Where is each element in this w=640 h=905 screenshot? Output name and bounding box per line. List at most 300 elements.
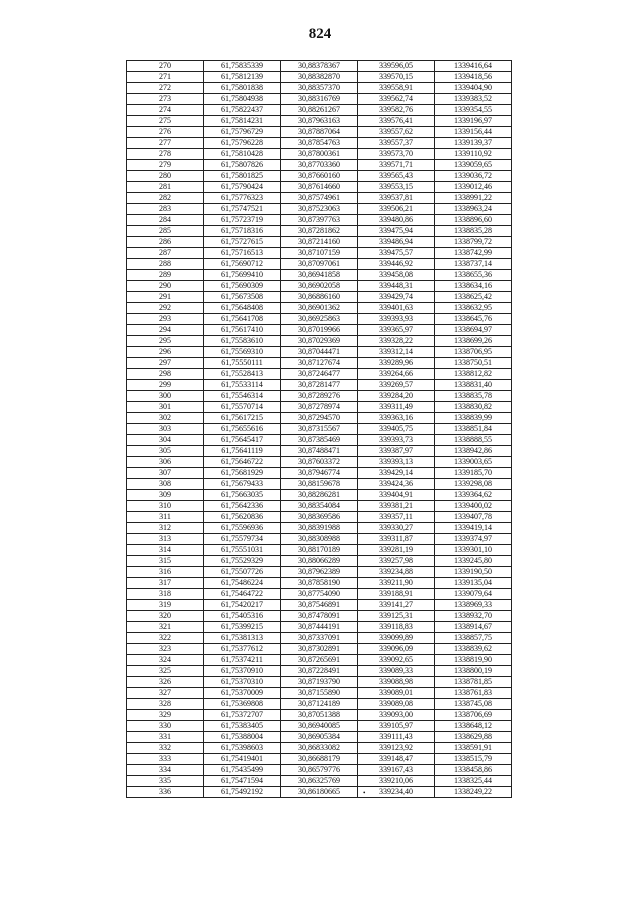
point-number-cell: 282 — [127, 193, 204, 204]
x-coordinate-cell: 339424,36 — [358, 479, 435, 490]
x-coordinate-cell: 339284,20 — [358, 391, 435, 402]
y-coordinate-cell: 1338888,55 — [435, 435, 512, 446]
latitude-cell: 61,75372707 — [204, 710, 281, 721]
longitude-cell: 30,86925863 — [281, 314, 358, 325]
longitude-cell: 30,87703360 — [281, 160, 358, 171]
table-row — [127, 325, 512, 336]
longitude-cell: 30,87546891 — [281, 600, 358, 611]
table-row — [127, 237, 512, 248]
table-row — [127, 347, 512, 358]
x-coordinate-cell: 339125,31 — [358, 611, 435, 622]
longitude-cell: 30,88308988 — [281, 534, 358, 545]
longitude-cell: 30,87214160 — [281, 237, 358, 248]
y-coordinate-cell: 1339383,52 — [435, 94, 512, 105]
latitude-cell: 61,75533114 — [204, 380, 281, 391]
point-number-cell: 316 — [127, 567, 204, 578]
latitude-cell: 61,75681929 — [204, 468, 281, 479]
point-number-cell: 329 — [127, 710, 204, 721]
table-row — [127, 567, 512, 578]
table-row — [127, 644, 512, 655]
longitude-cell: 30,87124189 — [281, 699, 358, 710]
table-row — [127, 501, 512, 512]
x-coordinate-cell: 339264,66 — [358, 369, 435, 380]
point-number-cell: 331 — [127, 732, 204, 743]
y-coordinate-cell: 1338750,51 — [435, 358, 512, 369]
table-row — [127, 215, 512, 226]
latitude-cell: 61,75796729 — [204, 127, 281, 138]
y-coordinate-cell: 1338761,83 — [435, 688, 512, 699]
table-row — [127, 655, 512, 666]
point-number-cell: 273 — [127, 94, 204, 105]
table-row — [127, 303, 512, 314]
y-coordinate-cell: 1338969,33 — [435, 600, 512, 611]
point-number-cell: 335 — [127, 776, 204, 787]
point-number-cell: 305 — [127, 446, 204, 457]
point-number-cell: 283 — [127, 204, 204, 215]
y-coordinate-cell: 1338591,91 — [435, 743, 512, 754]
y-coordinate-cell: 1338839,62 — [435, 644, 512, 655]
x-coordinate-cell: 339311,87 — [358, 534, 435, 545]
y-coordinate-cell: 1338632,95 — [435, 303, 512, 314]
point-number-cell: 324 — [127, 655, 204, 666]
point-number-cell: 302 — [127, 413, 204, 424]
latitude-cell: 61,75801825 — [204, 171, 281, 182]
x-coordinate-cell: 339565,43 — [358, 171, 435, 182]
point-number-cell: 278 — [127, 149, 204, 160]
x-coordinate-cell: 339537,81 — [358, 193, 435, 204]
latitude-cell: 61,75690712 — [204, 259, 281, 270]
y-coordinate-cell: 1339364,62 — [435, 490, 512, 501]
point-number-cell: 330 — [127, 721, 204, 732]
longitude-cell: 30,87246477 — [281, 369, 358, 380]
point-number-cell: 328 — [127, 699, 204, 710]
coordinates-table-body — [127, 61, 512, 798]
latitude-cell: 61,75699410 — [204, 270, 281, 281]
x-coordinate-cell: 339387,97 — [358, 446, 435, 457]
latitude-cell: 61,75579734 — [204, 534, 281, 545]
latitude-cell: 61,75822437 — [204, 105, 281, 116]
table-row — [127, 710, 512, 721]
table-row — [127, 336, 512, 347]
longitude-cell: 30,87574961 — [281, 193, 358, 204]
longitude-cell: 30,86833082 — [281, 743, 358, 754]
x-coordinate-cell: 339448,31 — [358, 281, 435, 292]
table-row — [127, 556, 512, 567]
point-number-cell: 301 — [127, 402, 204, 413]
point-number-cell: 334 — [127, 765, 204, 776]
y-coordinate-cell: 1338629,88 — [435, 732, 512, 743]
latitude-cell: 61,75550111 — [204, 358, 281, 369]
x-coordinate-cell: 339429,14 — [358, 468, 435, 479]
latitude-cell: 61,75776323 — [204, 193, 281, 204]
longitude-cell: 30,87107159 — [281, 248, 358, 259]
longitude-cell: 30,86688179 — [281, 754, 358, 765]
x-coordinate-cell: 339188,91 — [358, 589, 435, 600]
table-row — [127, 732, 512, 743]
table-row — [127, 721, 512, 732]
y-coordinate-cell: 1338851,84 — [435, 424, 512, 435]
table-row — [127, 479, 512, 490]
table-row — [127, 380, 512, 391]
point-number-cell: 270 — [127, 61, 204, 72]
longitude-cell: 30,87302891 — [281, 644, 358, 655]
x-coordinate-cell: 339393,93 — [358, 314, 435, 325]
latitude-cell: 61,75655616 — [204, 424, 281, 435]
table-row — [127, 105, 512, 116]
point-number-cell: 311 — [127, 512, 204, 523]
table-row — [127, 314, 512, 325]
latitude-cell: 61,75471594 — [204, 776, 281, 787]
latitude-cell: 61,75374211 — [204, 655, 281, 666]
y-coordinate-cell: 1338706,95 — [435, 347, 512, 358]
latitude-cell: 61,75620836 — [204, 512, 281, 523]
latitude-cell: 61,75492192 — [204, 787, 281, 798]
longitude-cell: 30,87887064 — [281, 127, 358, 138]
point-number-cell: 284 — [127, 215, 204, 226]
point-number-cell: 291 — [127, 292, 204, 303]
longitude-cell: 30,87478091 — [281, 611, 358, 622]
longitude-cell: 30,88357370 — [281, 83, 358, 94]
x-coordinate-cell: 339123,92 — [358, 743, 435, 754]
y-coordinate-cell: 1339059,65 — [435, 160, 512, 171]
latitude-cell: 61,75420217 — [204, 600, 281, 611]
point-number-cell: 318 — [127, 589, 204, 600]
y-coordinate-cell: 1338799,72 — [435, 237, 512, 248]
table-row — [127, 424, 512, 435]
x-coordinate-cell: 339141,27 — [358, 600, 435, 611]
x-coordinate-cell: 339446,92 — [358, 259, 435, 270]
point-number-cell: 312 — [127, 523, 204, 534]
latitude-cell: 61,75617215 — [204, 413, 281, 424]
longitude-cell: 30,86325769 — [281, 776, 358, 787]
x-coordinate-cell: 339480,86 — [358, 215, 435, 226]
latitude-cell: 61,75570714 — [204, 402, 281, 413]
point-number-cell: 286 — [127, 237, 204, 248]
y-coordinate-cell: 1339012,46 — [435, 182, 512, 193]
y-coordinate-cell: 1338634,16 — [435, 281, 512, 292]
longitude-cell: 30,86901362 — [281, 303, 358, 314]
y-coordinate-cell: 1339110,92 — [435, 149, 512, 160]
x-coordinate-cell: 339093,00 — [358, 710, 435, 721]
latitude-cell: 61,75383405 — [204, 721, 281, 732]
table-row — [127, 281, 512, 292]
y-coordinate-cell: 1338942,86 — [435, 446, 512, 457]
latitude-cell: 61,75377612 — [204, 644, 281, 655]
x-coordinate-cell: 339486,94 — [358, 237, 435, 248]
latitude-cell: 61,75528413 — [204, 369, 281, 380]
table-row — [127, 666, 512, 677]
longitude-cell: 30,88316769 — [281, 94, 358, 105]
y-coordinate-cell: 1338706,69 — [435, 710, 512, 721]
table-row — [127, 358, 512, 369]
latitude-cell: 61,75546314 — [204, 391, 281, 402]
longitude-cell: 30,87315567 — [281, 424, 358, 435]
longitude-cell: 30,87019966 — [281, 325, 358, 336]
longitude-cell: 30,88261267 — [281, 105, 358, 116]
y-coordinate-cell: 1339245,80 — [435, 556, 512, 567]
latitude-cell: 61,75807826 — [204, 160, 281, 171]
latitude-cell: 61,75370310 — [204, 677, 281, 688]
latitude-cell: 61,75641708 — [204, 314, 281, 325]
y-coordinate-cell: 1338742,99 — [435, 248, 512, 259]
latitude-cell: 61,75641119 — [204, 446, 281, 457]
x-coordinate-cell: 339092,65 — [358, 655, 435, 666]
point-number-cell: 287 — [127, 248, 204, 259]
table-row — [127, 138, 512, 149]
page-number: 824 — [308, 26, 332, 42]
latitude-cell: 61,75718316 — [204, 226, 281, 237]
point-number-cell: 309 — [127, 490, 204, 501]
x-coordinate-cell: 339557,37 — [358, 138, 435, 149]
point-number-cell: 333 — [127, 754, 204, 765]
latitude-cell: 61,75617410 — [204, 325, 281, 336]
y-coordinate-cell: 1338857,75 — [435, 633, 512, 644]
longitude-cell: 30,88066289 — [281, 556, 358, 567]
latitude-cell: 61,75583610 — [204, 336, 281, 347]
y-coordinate-cell: 1338625,42 — [435, 292, 512, 303]
x-coordinate-cell: 339393,73 — [358, 435, 435, 446]
longitude-cell: 30,88391988 — [281, 523, 358, 534]
latitude-cell: 61,75679433 — [204, 479, 281, 490]
latitude-cell: 61,75810428 — [204, 149, 281, 160]
latitude-cell: 61,75723719 — [204, 215, 281, 226]
x-coordinate-cell: 339148,47 — [358, 754, 435, 765]
table-row — [127, 182, 512, 193]
table-row — [127, 259, 512, 270]
latitude-cell: 61,75435499 — [204, 765, 281, 776]
longitude-cell: 30,87155890 — [281, 688, 358, 699]
point-number-cell: 279 — [127, 160, 204, 171]
x-coordinate-cell: 339557,62 — [358, 127, 435, 138]
latitude-cell: 61,75801838 — [204, 83, 281, 94]
point-number-cell: 321 — [127, 622, 204, 633]
point-number-cell: 277 — [127, 138, 204, 149]
table-row — [127, 765, 512, 776]
table-row — [127, 193, 512, 204]
latitude-cell: 61,75790424 — [204, 182, 281, 193]
x-coordinate-cell: 339429,74 — [358, 292, 435, 303]
x-coordinate-cell: 339096,09 — [358, 644, 435, 655]
latitude-cell: 61,75835339 — [204, 61, 281, 72]
point-number-cell: 325 — [127, 666, 204, 677]
point-number-cell: 281 — [127, 182, 204, 193]
x-coordinate-cell: 339089,33 — [358, 666, 435, 677]
latitude-cell: 61,75648408 — [204, 303, 281, 314]
y-coordinate-cell: 1339190,50 — [435, 567, 512, 578]
y-coordinate-cell: 1338325,44 — [435, 776, 512, 787]
table-row — [127, 402, 512, 413]
point-number-cell: 292 — [127, 303, 204, 314]
point-number-cell: 290 — [127, 281, 204, 292]
latitude-cell: 61,75388004 — [204, 732, 281, 743]
latitude-cell: 61,75645417 — [204, 435, 281, 446]
x-coordinate-cell: 339289,96 — [358, 358, 435, 369]
table-row — [127, 369, 512, 380]
longitude-cell: 30,87051388 — [281, 710, 358, 721]
table-row — [127, 391, 512, 402]
point-number-cell: 295 — [127, 336, 204, 347]
point-number-cell: 275 — [127, 116, 204, 127]
point-number-cell: 297 — [127, 358, 204, 369]
x-coordinate-cell: 339257,98 — [358, 556, 435, 567]
point-number-cell: 285 — [127, 226, 204, 237]
y-coordinate-cell: 1338515,79 — [435, 754, 512, 765]
longitude-cell: 30,88354084 — [281, 501, 358, 512]
point-number-cell: 299 — [127, 380, 204, 391]
y-coordinate-cell: 1339354,55 — [435, 105, 512, 116]
table-row — [127, 578, 512, 589]
point-number-cell: 313 — [127, 534, 204, 545]
point-number-cell: 336 — [127, 787, 204, 798]
x-coordinate-cell: 339365,97 — [358, 325, 435, 336]
x-coordinate-cell: 339576,41 — [358, 116, 435, 127]
x-coordinate-cell: 339571,71 — [358, 160, 435, 171]
longitude-cell: 30,87337091 — [281, 633, 358, 644]
longitude-cell: 30,87603372 — [281, 457, 358, 468]
y-coordinate-cell: 1339374,97 — [435, 534, 512, 545]
latitude-cell: 61,75796228 — [204, 138, 281, 149]
x-coordinate-cell: 339330,27 — [358, 523, 435, 534]
longitude-cell: 30,87281477 — [281, 380, 358, 391]
latitude-cell: 61,75642336 — [204, 501, 281, 512]
table-row — [127, 743, 512, 754]
table-row — [127, 72, 512, 83]
table-row — [127, 754, 512, 765]
latitude-cell: 61,75405316 — [204, 611, 281, 622]
table-row — [127, 446, 512, 457]
point-number-cell: 320 — [127, 611, 204, 622]
longitude-cell: 30,87946774 — [281, 468, 358, 479]
latitude-cell: 61,75419401 — [204, 754, 281, 765]
x-coordinate-cell: 339381,21 — [358, 501, 435, 512]
table-row — [127, 116, 512, 127]
longitude-cell: 30,86579776 — [281, 765, 358, 776]
x-coordinate-cell: 339596,05 — [358, 61, 435, 72]
longitude-cell: 30,87097061 — [281, 259, 358, 270]
y-coordinate-cell: 1338914,67 — [435, 622, 512, 633]
latitude-cell: 61,75812139 — [204, 72, 281, 83]
longitude-cell: 30,86886160 — [281, 292, 358, 303]
latitude-cell: 61,75486224 — [204, 578, 281, 589]
x-coordinate-cell: 339357,11 — [358, 512, 435, 523]
longitude-cell: 30,88170189 — [281, 545, 358, 556]
longitude-cell: 30,88286281 — [281, 490, 358, 501]
point-number-cell: 296 — [127, 347, 204, 358]
x-coordinate-cell: 339269,57 — [358, 380, 435, 391]
point-number-cell: 276 — [127, 127, 204, 138]
longitude-cell: 30,86940085 — [281, 721, 358, 732]
latitude-cell: 61,75690309 — [204, 281, 281, 292]
x-coordinate-cell: 339553,15 — [358, 182, 435, 193]
x-coordinate-cell: 339404,91 — [358, 490, 435, 501]
x-coordinate-cell: 339210,06 — [358, 776, 435, 787]
table-row — [127, 622, 512, 633]
x-coordinate-cell: 339099,89 — [358, 633, 435, 644]
table-row — [127, 171, 512, 182]
table-row — [127, 787, 512, 798]
point-number-cell: 308 — [127, 479, 204, 490]
longitude-cell: 30,87029369 — [281, 336, 358, 347]
table-row — [127, 600, 512, 611]
x-coordinate-cell: 339089,01 — [358, 688, 435, 699]
longitude-cell: 30,86902058 — [281, 281, 358, 292]
longitude-cell: 30,87289276 — [281, 391, 358, 402]
point-number-cell: 326 — [127, 677, 204, 688]
table-row — [127, 204, 512, 215]
table-row — [127, 589, 512, 600]
longitude-cell: 30,87963163 — [281, 116, 358, 127]
y-coordinate-cell: 1338831,40 — [435, 380, 512, 391]
y-coordinate-cell: 1339139,37 — [435, 138, 512, 149]
table-row — [127, 677, 512, 688]
latitude-cell: 61,75370910 — [204, 666, 281, 677]
point-number-cell: 323 — [127, 644, 204, 655]
y-coordinate-cell: 1339196,97 — [435, 116, 512, 127]
longitude-cell: 30,88378367 — [281, 61, 358, 72]
x-coordinate-cell: 339089,08 — [358, 699, 435, 710]
y-coordinate-cell: 1338835,28 — [435, 226, 512, 237]
y-coordinate-cell: 1338694,97 — [435, 325, 512, 336]
longitude-cell: 30,86941858 — [281, 270, 358, 281]
latitude-cell: 61,75551031 — [204, 545, 281, 556]
y-coordinate-cell: 1338745,08 — [435, 699, 512, 710]
y-coordinate-cell: 1339418,56 — [435, 72, 512, 83]
x-coordinate-cell: 339393,13 — [358, 457, 435, 468]
x-coordinate-cell: 339311,49 — [358, 402, 435, 413]
point-number-cell: 272 — [127, 83, 204, 94]
y-coordinate-cell: 1339156,44 — [435, 127, 512, 138]
y-coordinate-cell: 1339404,90 — [435, 83, 512, 94]
table-row — [127, 776, 512, 787]
x-coordinate-cell: 339475,94 — [358, 226, 435, 237]
point-number-cell: 317 — [127, 578, 204, 589]
table-row — [127, 61, 512, 72]
point-number-cell: 294 — [127, 325, 204, 336]
longitude-cell: 30,87858190 — [281, 578, 358, 589]
table-row — [127, 160, 512, 171]
x-coordinate-cell: 339573,70 — [358, 149, 435, 160]
table-row — [127, 688, 512, 699]
point-number-cell: 310 — [127, 501, 204, 512]
longitude-cell: 30,88369586 — [281, 512, 358, 523]
y-coordinate-cell: 1338819,90 — [435, 655, 512, 666]
x-coordinate-cell: 339582,76 — [358, 105, 435, 116]
longitude-cell: 30,87854763 — [281, 138, 358, 149]
y-coordinate-cell: 1339419,14 — [435, 523, 512, 534]
table-row — [127, 534, 512, 545]
y-coordinate-cell: 1338645,76 — [435, 314, 512, 325]
point-number-cell: 274 — [127, 105, 204, 116]
x-coordinate-cell: 339570,15 — [358, 72, 435, 83]
latitude-cell: 61,75663035 — [204, 490, 281, 501]
table-row — [127, 611, 512, 622]
point-number-cell: 271 — [127, 72, 204, 83]
y-coordinate-cell: 1339079,64 — [435, 589, 512, 600]
y-coordinate-cell: 1338830,82 — [435, 402, 512, 413]
y-coordinate-cell: 1338737,14 — [435, 259, 512, 270]
x-coordinate-cell: 339458,08 — [358, 270, 435, 281]
longitude-cell: 30,87660160 — [281, 171, 358, 182]
longitude-cell: 30,87962389 — [281, 567, 358, 578]
x-coordinate-cell: 339111,43 — [358, 732, 435, 743]
table-row — [127, 270, 512, 281]
table-row — [127, 413, 512, 424]
point-number-cell: 306 — [127, 457, 204, 468]
table-row — [127, 523, 512, 534]
table-row — [127, 512, 512, 523]
bullet-mark: • — [363, 789, 366, 797]
x-coordinate-cell: 339328,22 — [358, 336, 435, 347]
